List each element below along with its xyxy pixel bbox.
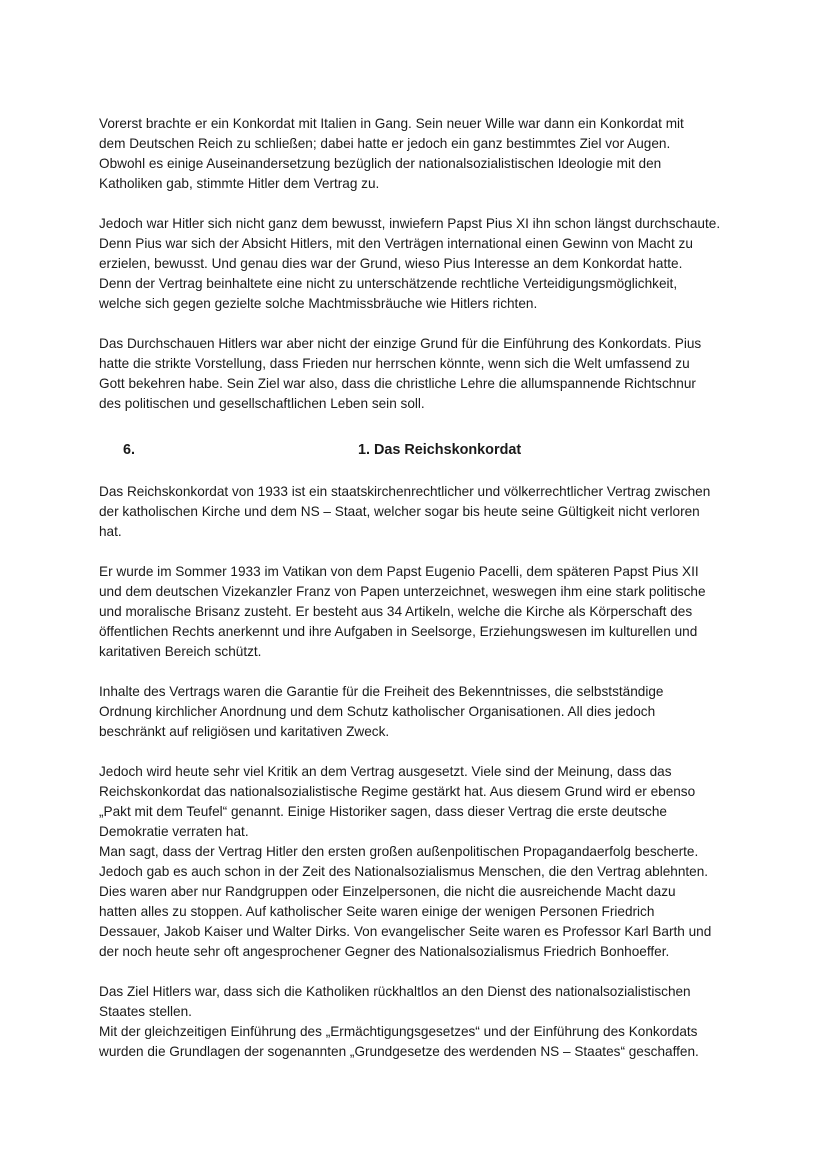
paragraph: [99, 562, 739, 662]
paragraph-gap: [99, 742, 739, 762]
text-line: Das Durchschauen Hitlers war aber nicht der einzige Grund für die Einführung des Konkordats. Pius: [99, 336, 702, 351]
text-line: der noch heute sehr oft angesprochener Gegner des Nationalsozialismus Friedrich Bonhoeffer.: [99, 944, 670, 959]
text-line: Staates stellen.: [99, 1004, 192, 1019]
paragraph: [99, 334, 739, 414]
text-line: hat.: [99, 524, 122, 539]
text-line: karitativen Bereich schützt.: [99, 644, 262, 659]
text-line: „Pakt mit dem Teufel“ genannt. Einige Historiker sagen, dass dieser Vertrag die erste deutsche: [99, 804, 667, 819]
paragraph: [99, 982, 739, 1062]
text-line: Reichskonkordat das nationalsozialistische Regime gestärkt hat. Aus diesem Grund wird er ebenso: [99, 784, 696, 799]
paragraph: [99, 482, 739, 542]
text-line: erzielen, bewusst. Und genau dies war der Grund, wieso Pius Interesse an dem Konkordat hatte.: [99, 256, 683, 271]
text-line: Denn Pius war sich der Absicht Hitlers, mit den Verträgen international einen Gewinn von Macht zu: [99, 236, 693, 251]
text-line: Dessauer, Jakob Kaiser und Walter Dirks. Von evangelischer Seite waren es Professor Karl Barth und: [99, 924, 712, 939]
heading-spacer: [99, 460, 739, 482]
intro-section: [99, 114, 739, 414]
section-number: 6.: [123, 442, 136, 458]
text-line: dem Deutschen Reich zu schließen; dabei hatte er jedoch ein ganz bestimmtes Ziel vor Augen.: [99, 136, 671, 151]
text-line: hatten alles zu stoppen. Auf katholischer Seite waren einige der wenigen Personen Friedrich: [99, 904, 655, 919]
text-line: Demokratie verraten hat.: [99, 824, 249, 839]
paragraph-gap: [99, 314, 739, 334]
paragraph: [99, 214, 739, 314]
text-line: beschränkt auf religiösen und karitativen Zweck.: [99, 724, 390, 739]
paragraph: [99, 114, 739, 194]
text-line: Gott bekehren habe. Sein Ziel war also, dass die christliche Lehre die allumspannende Richtschnur: [99, 376, 696, 391]
text-line: Jedoch war Hitler sich nicht ganz dem bewusst, inwiefern Papst Pius XI ihn schon längst durchschaute.: [99, 216, 721, 231]
paragraph-gap: [99, 194, 739, 214]
text-line: Inhalte des Vertrags waren die Garantie für die Freiheit des Bekenntnisses, die selbstständige: [99, 684, 664, 699]
text-line: des politischen und gesellschaftlichen Leben sein soll.: [99, 396, 425, 411]
text-line: und moralische Brisanz zusteht. Er besteht aus 34 Artikeln, welche die Kirche als Körperschaft des: [99, 604, 693, 619]
section-title: 1. Das Reichskonkordat: [358, 442, 522, 458]
text-line: Mit der gleichzeitigen Einführung des „Ermächtigungsgesetzes“ und der Einführung des Konkordats: [99, 1024, 698, 1039]
paragraph-gap: [99, 542, 739, 562]
text-line: Denn der Vertrag beinhaltete eine nicht zu unterschätzende rechtliche Verteidigungsmöglichkeit,: [99, 276, 678, 291]
text-line: öffentlichen Rechts anerkennt und ihre Aufgaben in Seelsorge, Erziehungswesen im kulturellen und: [99, 624, 698, 639]
text-line: welche sich gegen gezielte solche Machtmissbräuche wie Hitlers richten.: [99, 296, 538, 311]
text-line: der katholischen Kirche und dem NS – Staat, welcher sogar bis heute seine Gültigkeit nicht verloren: [99, 504, 700, 519]
text-line: Katholiken gab, stimmte Hitler dem Vertrag zu.: [99, 176, 380, 191]
text-line: Man sagt, dass der Vertrag Hitler den ersten großen außenpolitischen Propagandaerfolg bescherte.: [99, 844, 699, 859]
paragraph-gap: [99, 662, 739, 682]
text-line: Dies waren aber nur Randgruppen oder Einzelpersonen, die nicht die ausreichende Macht dazu: [99, 884, 676, 899]
text-line: Jedoch wird heute sehr viel Kritik an dem Vertrag ausgesetzt. Viele sind der Meinung, dass das: [99, 764, 672, 779]
section-heading: [99, 440, 739, 460]
text-line: Das Reichskonkordat von 1933 ist ein staatskirchenrechtlicher und völkerrechtlicher Vertrag zwischen: [99, 484, 711, 499]
paragraph: [99, 762, 739, 962]
reichskonkordat-section: [99, 482, 739, 1062]
text-line: wurden die Grundlagen der sogenannten „Grundgesetze des werdenden NS – Staates“ geschaffen.: [99, 1044, 699, 1059]
text-line: Das Ziel Hitlers war, dass sich die Katholiken rückhaltlos an den Dienst des nationalsozialistischen: [99, 984, 691, 999]
text-line: Ordnung kirchlicher Anordnung und dem Schutz katholischer Organisationen. All dies jedoch: [99, 704, 656, 719]
paragraph: [99, 682, 739, 742]
text-line: Er wurde im Sommer 1933 im Vatikan von dem Papst Eugenio Pacelli, dem späteren Papst Pius XII: [99, 564, 699, 579]
document-page: [99, 114, 739, 1062]
text-line: Jedoch gab es auch schon in der Zeit des Nationalsozialismus Menschen, die den Vertrag ablehnten.: [99, 864, 709, 879]
text-line: hatte die strikte Vorstellung, dass Frieden nur herrschen könnte, wenn sich die Welt umfassend zu: [99, 356, 690, 371]
paragraph-gap: [99, 962, 739, 982]
text-line: und dem deutschen Vizekanzler Franz von Papen unterzeichnet, weswegen ihm eine stark politische: [99, 584, 706, 599]
text-line: Obwohl es einige Auseinandersetzung bezüglich der nationalsozialistischen Ideologie mit den: [99, 156, 662, 171]
text-line: Vorerst brachte er ein Konkordat mit Italien in Gang. Sein neuer Wille war dann ein Konkordat mit: [99, 116, 684, 131]
